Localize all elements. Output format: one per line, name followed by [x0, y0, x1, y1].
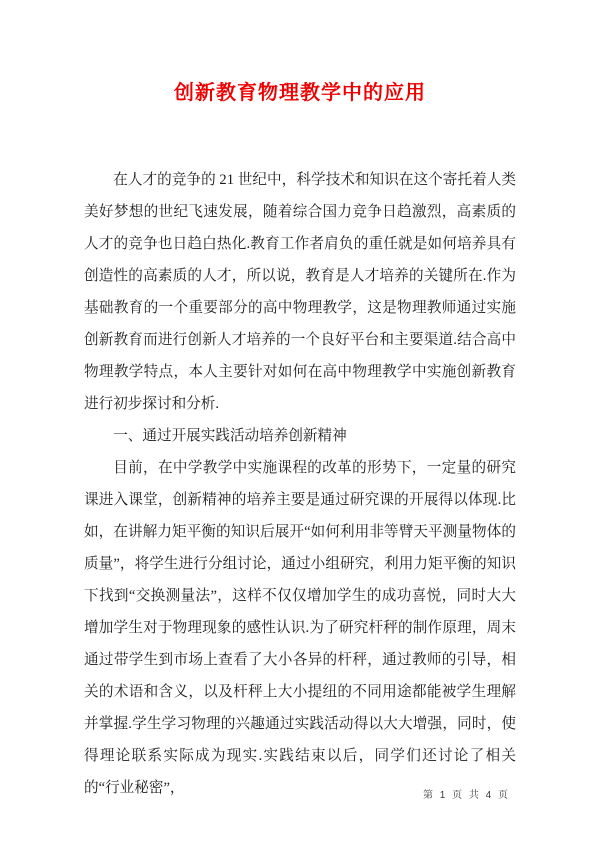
page-number-footer: 第 1 页 共 4 页 — [422, 790, 510, 801]
document-title: 创新教育物理教学中的应用 — [174, 82, 426, 104]
paragraph-intro: 在人才的竞争的 21 世纪中，科学技术和知识在这个寄托着人类美好梦想的世纪飞速发展，随着综合国力竞争日趋激烈，高素质的人才的竞争也日趋白热化.教育工作者肩负的重任就是如何培养具有创造性的高素质的人才，所以说，教育是人才培养的关键所在.作为基础教育的一个重要部分的高中物理教学，这是物理教师通过实施创新教育而进行创新人才培养的一个良好平台和主要渠道.结合高中物理教学特点，本人主要针对如何在高中物理教学中实施创新教育进行初步探讨和分析. — [84, 172, 516, 412]
document-body — [84, 164, 516, 804]
section-heading-1: 一、通过开展实践活动培养创新精神 — [113, 428, 347, 444]
paragraph-practice-activities: 目前，在中学教学中实施课程的改革的形势下，一定量的研究课进入课堂，创新精神的培养主要是通过研究课的开展得以体现.比如，在讲解力矩平衡的知识后展开“如何利用非等臂天平测量物体的质量”，将学生进行分组讨论，通过小组研究，利用力矩平衡的知识下找到“交换测量法”，这样不仅仅增加学生的成功喜悦，同时大大增加学生对于物理现象的感性认识.为了研究杆秤的制作原理，周末通过带学生到市场上查看了大小各异的杆秤，通过教师的引导，相关的术语和含义，以及杆秤上大小提纽的不同用途都能被学生理解并掌握.学生学习物理的兴趣通过实践活动得以大大增强，同时，使得理论联系实际成为现实.实践结束以后，同学们还讨论了相关的“行业秘密”， — [84, 460, 516, 796]
